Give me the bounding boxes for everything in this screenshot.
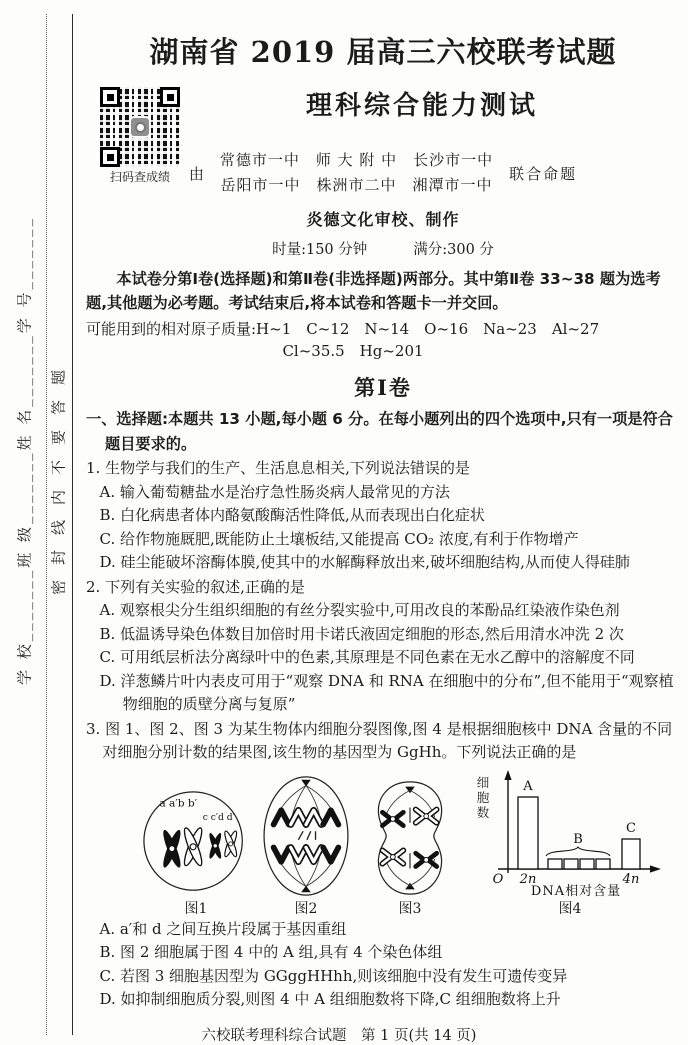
bar-chart — [476, 769, 664, 897]
student-info-fill-line: 学 校_______班 级_______姓 名_______学 号_______ — [15, 215, 34, 686]
option-a: A. a′和 d 之间互换片段属于基因重组 — [99, 919, 347, 938]
option-d: D. 洋葱鳞片叶内表皮可用于“观察 DNA 和 RNA 在细胞中的分布”,但不能用于“观察植物细胞的质壁分离与复原” — [99, 671, 674, 713]
cell-diagram-2 — [262, 775, 350, 897]
option-c: C. 若图 3 细胞基因型为 GGggHHhh,则该细胞中没有发生可遗传变异 — [99, 966, 568, 985]
option-c: C. 给作物施厩肥,既能防止土壤板结,又能提高 CO₂ 浓度,有利于作物增产 — [99, 529, 579, 548]
figure-caption: 图2 — [294, 900, 318, 917]
qr-finder-icon — [100, 87, 120, 107]
chromosome-label-small: c c′d d′ — [202, 811, 235, 823]
full-score-label: 满分:300 分 — [413, 242, 494, 258]
seal-warning-text: 密 封 线 内 不 要 答 题 — [49, 370, 68, 596]
option-b: B. 图 2 细胞属于图 4 中的 A 组,具有 4 个染色体组 — [99, 943, 443, 961]
chart-y-axis-label: 细胞数 — [476, 774, 490, 820]
producer-line: 炎德文化审校、制作 — [306, 210, 460, 229]
schools-row-2: 岳阳市一中 株洲市二中 湘潭市一中 — [220, 176, 493, 194]
qr-caption: 扫码查成绩 — [109, 170, 170, 184]
qr-code — [100, 87, 180, 167]
bar-label-c: C — [626, 820, 636, 836]
figures-row — [142, 769, 680, 918]
cell-diagram-3 — [368, 779, 452, 897]
option-b: B. 低温诱导染色体数目加倍时用卡诺氏液固定细胞的形态,然后用清水冲洗 2 次 — [99, 624, 624, 643]
qr-center-logo-icon — [129, 116, 151, 138]
bar-label-b: B — [573, 831, 583, 847]
chromosome-label-large: a a′b b′ — [159, 796, 198, 809]
x-tick-2n: 2n — [519, 871, 537, 887]
exam-instructions: 本试卷分第Ⅰ卷(选择题)和第Ⅱ卷(非选择题)两部分。其中第Ⅱ卷 33~38 题为选考题,其他题为必考题。考试结束后,将本试卷和答题卡一并交回。 — [86, 270, 661, 312]
cell-diagram-1 — [142, 785, 250, 897]
figure-caption: 图3 — [398, 900, 422, 917]
section-instruction: 一、选择题:本题共 13 小题,每小题 6 分。在每小题列出的四个选项中,只有一项是符合题目要求的。 — [86, 410, 673, 453]
question-1 — [86, 457, 680, 575]
part-title: 第Ⅰ卷 — [354, 375, 412, 400]
atomic-mass-line-1: 可能用到的相对原子质量:H~1 C~12 N~14 O~16 Na~23 Al~27 — [86, 320, 600, 338]
school-list — [220, 148, 493, 198]
chart-x-axis-label: DNA相对含量 — [530, 883, 622, 897]
x-tick-4n: 4n — [622, 871, 640, 887]
by-label: 由 — [188, 164, 204, 183]
question-stem: 3. 图 1、图 2、图 3 为某生物体内细胞分裂图像,图 4 是根据细胞核中 DNA 含量的不同对细胞分别计数的结果图,该生物的基因型为 GgHh。下列说法正确的是 — [86, 719, 673, 761]
figure-2-anaphase-cell — [262, 775, 350, 918]
question-stem: 2. 下列有关实验的叙述,正确的是 — [86, 577, 305, 596]
exam-subtitle: 理科综合能力测试 — [305, 91, 538, 121]
atomic-mass-line-2: Cl~35.5 Hg~201 — [282, 342, 424, 360]
content-border-line — [72, 14, 73, 1035]
option-d: D. 硅尘能破坏溶酶体膜,使其中的水解酶释放出来,破坏细胞结构,从而使人得硅肺 — [99, 553, 630, 571]
qr-finder-icon — [100, 147, 120, 167]
x-tick-origin: O — [492, 871, 504, 887]
figure-caption: 图4 — [558, 900, 582, 917]
qr-finder-icon — [160, 87, 180, 107]
figure-caption: 图1 — [184, 900, 208, 917]
question-3 — [86, 718, 680, 1012]
option-b: B. 白化病患者体内酪氨酸酶活性降低,从而表现出白化症状 — [99, 506, 485, 524]
option-a: A. 输入葡萄糖盐水是治疗急性肠炎病人最常见的方法 — [99, 482, 450, 501]
question-2 — [86, 576, 680, 717]
exam-page — [86, 0, 680, 1045]
option-d: D. 如抑制细胞质分裂,则图 4 中 A 组细胞数将下降,C 组细胞数将上升 — [99, 990, 561, 1008]
duration-label: 时量:150 分钟 — [272, 242, 368, 258]
question-stem: 1. 生物学与我们的生产、生活息息相关,下列说法错误的是 — [86, 459, 470, 477]
figure-4-dna-bar-chart — [476, 769, 664, 918]
option-c: C. 可用纸层析法分离绿叶中的色素,其原理是不同色素在无水乙醇中的溶解度不同 — [99, 648, 635, 666]
figure-3-division-cell — [368, 779, 452, 918]
bar-label-a: A — [523, 778, 533, 794]
schools-row-1: 常德市一中 师 大 附 中 长沙市一中 — [219, 151, 494, 169]
figure-1-chromosome-cell — [142, 785, 250, 918]
joint-label: 联合命题 — [509, 164, 578, 183]
footer-page-info: 六校联考理科综合试题 第 1 页(共 14 页) — [201, 1027, 477, 1044]
exam-header — [86, 85, 680, 259]
exam-title: 湖南省 2019 届高三六校联考试题 — [149, 35, 617, 69]
option-a: A. 观察根尖分生组织细胞的有丝分裂实验中,可用改良的苯酚品红染液作染色剂 — [99, 601, 620, 619]
exam-meta — [86, 238, 680, 259]
